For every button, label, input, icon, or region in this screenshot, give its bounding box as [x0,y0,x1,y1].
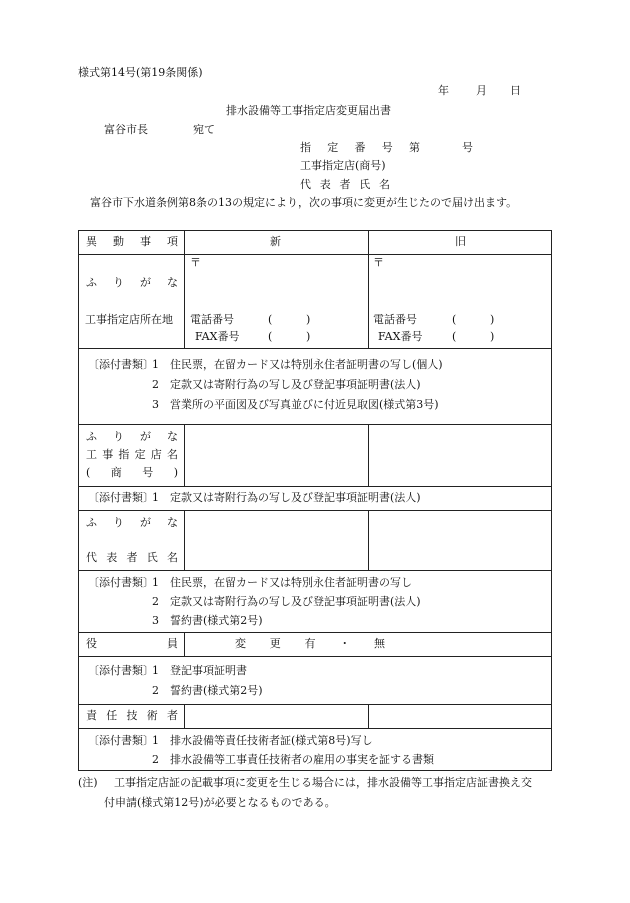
store-furigana-label: ふ り が な [86,430,178,443]
attachments-label-4: 〔添付書類〕 [88,664,154,677]
document-title: 排水設備等工事指定店変更届出書 [226,104,391,117]
rep-furigana-label: ふ り が な [86,516,178,529]
new-postal-mark: 〒 [190,256,201,269]
attachments-label-1: 〔添付書類〕 [88,358,154,371]
attachments-label-2: 〔添付書類〕 [88,491,154,504]
attachment-5-item-1: 1 排水設備等責任技術者証(様式第8号)写し [152,734,373,747]
column-header-new: 新 [270,235,281,248]
attachment-1-item-2: 2 定款又は寄附行為の写し及び登記事項証明書(法人) [152,378,421,391]
addressee-suffix: 宛て [193,123,215,136]
engineer-label: 責 任 技 術 者 [86,709,178,722]
old-fax-label: FAX番号 [378,330,423,343]
officers-label: 役 員 [86,637,178,650]
note-line-2: 付申請(様式第12号)が必要となるものである。 [104,796,336,809]
old-fax-paren-open: ( [452,330,457,343]
new-fax-paren-open: ( [268,330,273,343]
attachment-3-item-3: 3 誓約書(様式第2号) [152,614,263,627]
old-phone-paren-close: ) [490,313,495,326]
attachments-label-5: 〔添付書類〕 [88,734,154,747]
attachment-3-item-2: 2 定款又は寄附行為の写し及び登記事項証明書(法人) [152,595,421,608]
rep-name-label: 代 表 者 氏 名 [86,551,178,564]
addressee: 富谷市長 [104,123,148,136]
store-name-row-label: 工 事 指 定 店 名 [86,448,178,461]
date-day-label: 日 [510,84,521,97]
store-name-label: 工事指定店(商号) [300,159,386,172]
column-header-item: 異 動 事 項 [86,235,178,248]
old-phone-label: 電話番号 [373,313,417,326]
form-number: 様式第14号(第19条関係) [78,66,203,79]
store-trade-name-label: ( 商 号 ) [86,466,178,479]
attachment-1-item-1: 1 住民票，在留カード又は特別永住者証明書の写し(個人) [152,358,443,371]
date-month-label: 月 [476,84,487,97]
old-phone-paren-open: ( [452,313,457,326]
new-fax-label: FAX番号 [195,330,240,343]
attachment-2-item-1: 1 定款又は寄附行為の写し及び登記事項証明書(法人) [152,491,421,504]
attachment-4-item-2: 2 誓約書(様式第2号) [152,684,263,697]
note-line-1: 工事指定店証の記載事項に変更を生じる場合には，排水設備等工事指定店証書換え交 [114,776,532,789]
date-year-label: 年 [438,84,449,97]
attachments-label-3: 〔添付書類〕 [88,576,154,589]
note-label: (注) [78,776,98,789]
location-furigana-label: ふ り が な [86,276,178,289]
new-phone-paren-open: ( [268,313,273,326]
old-postal-mark: 〒 [373,256,384,269]
attachment-3-item-1: 1 住民票，在留カード又は特別永住者証明書の写し [152,576,412,589]
new-phone-label: 電話番号 [190,313,234,326]
designation-number-label: 指 定 番 号 第 [300,141,420,154]
designation-number-suffix: 号 [462,141,473,154]
old-fax-paren-close: ) [490,330,495,343]
officers-change-status: 変 更 有 ・ 無 [235,637,385,650]
attachment-5-item-2: 2 排水設備等工事責任技術者の雇用の事実を証する書類 [152,753,434,766]
attachment-1-item-3: 3 営業所の平面図及び写真並びに付近見取図(様式第3号) [152,398,439,411]
location-label: 工事指定店所在地 [85,313,173,326]
attachment-4-item-1: 1 登記事項証明書 [152,664,247,677]
column-header-old: 旧 [455,235,466,248]
new-fax-paren-close: ) [306,330,311,343]
representative-label: 代 表 者 氏 名 [300,178,390,191]
intro-statement: 富谷市下水道条例第8条の13の規定により，次の事項に変更が生じたので届け出ます。 [90,196,518,209]
new-phone-paren-close: ) [306,313,311,326]
